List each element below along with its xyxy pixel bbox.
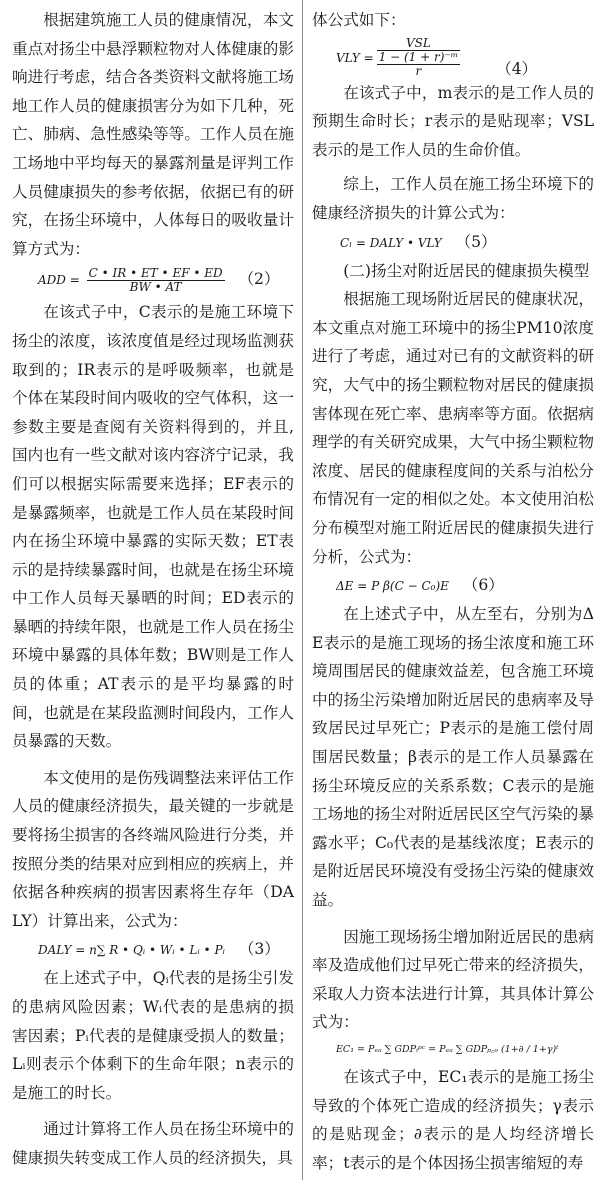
equation-2-lhs: ADD = (38, 273, 80, 288)
equation-2 (38, 267, 294, 294)
paragraph-daly-method: 本文使用的是伤残调整法来评估工作人员的健康经济损失，最关键的一步就是要将扬尘损害的各终端风险进行分类，并按照分类的结果对应到相应的疾病上，并依据各种疾病的损害因素将生存年（DALY）计算出来，公式为： (12, 768, 294, 930)
equation-7-body: EC₁ = Pₑₐ ∑ GDPᵢᵖᶜ = Pₑₐ ∑ GDPₚ꜀ₒ (1+∂ / 1+γ)ᵗ (336, 1044, 559, 1055)
equation-3-number: （3） (238, 940, 280, 959)
equation-4-middle: 1 − (1 + r)⁻ᵐ (378, 50, 459, 65)
paragraph-human-capital: 因施工现场扬尘增加附近居民的患病率及造成他们过早死亡带来的经济损失，采取人力资本法进行计算，其具体计算公式为： (312, 927, 594, 1032)
paragraph-summary: 综上，工作人员在施工扬尘环境下的健康经济损失的计算公式为： (312, 175, 594, 222)
column-divider (302, 0, 303, 1180)
equation-6 (336, 575, 594, 596)
equation-6-number: （6） (462, 576, 504, 595)
paragraph-formula-intro: 体公式如下： (312, 11, 406, 29)
paragraph-poisson-model: 根据施工现场附近居民的健康状况，本文重点对施工环境中的扬尘PM10浓度进行了考虑，通过对已有的文献资料的研究，大气中的扬尘颗粒物对居民的健康损害体现在死亡率、患病率等方面。依据病理学的有关研究成果，大气中扬尘颗粒物浓度、居民的健康程度间的关系与泊松分布情况有一定的相似之处。本文使用泊松分布模型对施工附近居民的健康损失进行分析，公式为： (312, 290, 594, 566)
paragraph-variables-6: 在上述式子中，从左至右，分别为ΔE表示的是施工现场的扬尘浓度和施工环境周围居民的健康效益差，包含施工环境中的扬尘污染增加附近居民的患病率及导致居民过早死亡；P表示的是施工偿付周围居民数量；β表示的是工作人员暴露在扬尘环境反应的关系系数；C表示的是施工场地的扬尘对附近居民区空气污染的暴露水平；C₀代表的是基线浓度；E表示的是附近居民环境没有受扬尘污染的健康效益。 (312, 605, 594, 910)
equation-5 (340, 232, 594, 253)
paragraph-conversion: 通过计算将工作人员在扬尘环境中的健康损失转变成工作人员的经济损失，具 (12, 1120, 294, 1167)
equation-3 (38, 939, 294, 960)
equation-4-number: （4） (496, 59, 538, 78)
equation-2-number: （2） (238, 270, 280, 289)
equation-5-number: （5） (455, 232, 497, 251)
left-column (12, 6, 294, 1173)
equation-2-fraction (87, 267, 225, 294)
paragraph-variables-3: 在上述式子中，Qᵢ代表的是扬尘引发的患病风险因素；Wᵢ代表的是患病的损害因素；Pᵢ代表的是健康受损人的数量；Lᵢ则表示个体剩下的生命年限；n表示的是施工的时长。 (12, 969, 294, 1102)
paragraph-exposure-dose: 根据建筑施工人员的健康情况，本文重点对扬尘中悬浮颗粒物对人体健康的影响进行考虑，结合各类资料文献将施工场地工作人员的健康损害分为如下几种，死亡、肺病、急性感染等等。工作人员在施工场地中平均每天的暴露剂量是评判工作人员健康损失的参考依据，依据已有的研究，在扬尘环境中，人体每日的吸收量计算方式为： (12, 11, 294, 258)
equation-2-numerator: C • IR • ET • EF • ED (88, 266, 223, 281)
equation-4-fraction (377, 37, 460, 78)
equation-4-bottom: r (415, 64, 422, 79)
equation-4-lhs: VLY = (336, 50, 374, 65)
paragraph-variables-4: 在该式子中，m表示的是工作人员的预期生命时长；r表示的是贴现率；VSL表示的是工作人员的生命价值。 (312, 83, 594, 159)
equation-4 (336, 37, 594, 79)
equation-7 (336, 1041, 594, 1059)
right-column (312, 6, 594, 1177)
paragraph-variables-2: 在该式子中，C表示的是施工环境下扬尘的浓度，该浓度值是经过现场监测获取到的；IR表示的是呼吸频率，也就是个体在某段时间内吸收的空气体积，这一参数主要是查阅有关资料得到的，并且,国内也有一些文献对该内容济宁记录，我们可以根据实际需要来选择；EF表示的是暴露频率，也就是工作人员在某段时间内在扬尘环境中暴露的实际天数；ET表示的是持续暴露时间，也就是在扬尘环境中工作人员每天暴晒的时间；ED表示的暴晒的持续年限，也就是工作人员在扬尘环境中暴露的具体年数；BW则是工作人员的体重；AT表示的是平均暴露的时间，也就是在某段监测时间段内，工作人员暴露的天数。 (12, 303, 294, 751)
section-heading: (二)扬尘对附近居民的健康损失模型 (343, 261, 590, 280)
paragraph-variables-7: 在该式子中，EC₁表示的是施工扬尘导致的个体死亡造成的经济损失；γ表示的是贴现金；∂表示的是人均经济增长率；t表示的是个体因扬尘损害缩短的寿 (312, 1068, 594, 1172)
equation-4-top: VSL (377, 37, 460, 51)
equation-3-body: DALY = n∑ R • Qᵢ • Wᵢ • Lᵢ • Pᵢ (38, 943, 225, 958)
equation-6-body: ΔE = P β(C − C₀)E (336, 579, 449, 594)
equation-5-body: Cₗ = DALY • VLY (340, 235, 442, 250)
equation-2-denominator: BW • AT (129, 280, 182, 295)
